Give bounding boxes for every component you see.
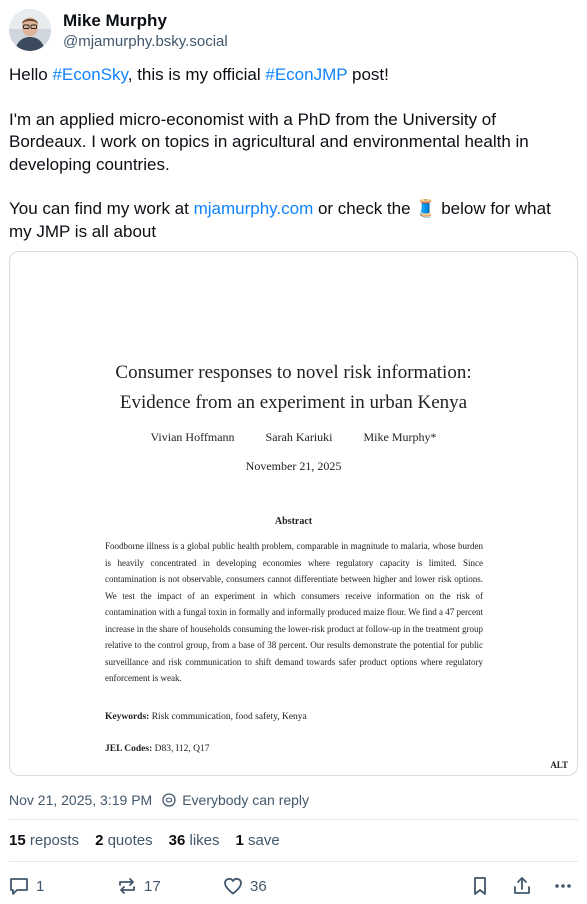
text-segment: You can find my work at: [9, 199, 194, 218]
saves-stat[interactable]: [236, 832, 280, 849]
share-button[interactable]: [511, 875, 533, 897]
repost-count: 17: [144, 877, 161, 895]
reposts-label: reposts: [29, 832, 80, 849]
like-button[interactable]: [222, 875, 267, 897]
abstract-body: Foodborne illness is a global public health problem, comparable in magnitude to malaria, whose burden is heavily concentrated in developing economies where regulatory capacity is limited. Since contamination is not observable, consumers cannot differentiate between higher and lower risk options. We test the impact of an experiment in which consumers receive information on the risk of contamination with a fungal toxin in formally and informally produced maize flour. We find a 47 percent increase in the share of households consuming the lower-risk product at follow-up in the treatment group relative to the control group, from a base of 38 percent. Our results demonstrate the potential for public surveillance and risk communication to shift demand towards safer product options where regulatory enforcement is weak.: [105, 541, 483, 683]
action-bar: [0, 875, 587, 899]
paper-author: Vivian Hoffmann: [150, 430, 235, 444]
text-segment: post!: [347, 65, 389, 84]
paper-authors: [10, 430, 577, 445]
paper-author: Sarah Kariuki: [265, 430, 333, 444]
bookmark-icon: [470, 875, 490, 897]
likes-stat[interactable]: [169, 832, 220, 849]
reply-button[interactable]: [8, 875, 44, 897]
text-segment: or check the: [313, 199, 416, 218]
avatar-image: [9, 9, 51, 51]
paper-title-line-2: Evidence from an experiment in urban Kenya: [119, 392, 468, 413]
paper-title-line-1: Consumer responses to novel risk information:: [115, 362, 472, 383]
paper-jel-codes: [105, 744, 210, 754]
text-segment: below for what my JMP is all about: [9, 199, 551, 241]
quotes-count: 2: [95, 832, 104, 849]
post-text: [9, 64, 574, 265]
post-header: [9, 8, 569, 52]
avatar[interactable]: [9, 9, 51, 51]
post-paragraph-3: [9, 198, 574, 243]
quotes-label: quotes: [107, 832, 153, 849]
handle[interactable]: @mjamurphy.bsky.social: [63, 33, 228, 50]
alt-text-badge[interactable]: ALT: [547, 759, 571, 771]
post-paragraph-2: I'm an applied micro-economist with a PhD from the University of Bordeaux. I work on topics in agricultural and environmental health in developing countries.: [9, 109, 529, 174]
post-stats: [9, 832, 296, 849]
divider: [9, 819, 578, 820]
paper-keywords: [105, 712, 307, 722]
text-segment: , this is my official: [127, 65, 266, 84]
hashtag-econjmp[interactable]: #EconJMP: [265, 65, 348, 84]
post-timestamp[interactable]: Nov 21, 2025, 3:19 PM: [9, 792, 153, 808]
reply-count: 1: [36, 877, 45, 895]
saves-label: save: [248, 832, 280, 849]
jel-label: JEL Codes:: [105, 744, 153, 754]
hashtag-econsky[interactable]: #EconSky: [52, 65, 128, 84]
divider: [9, 861, 578, 862]
share-icon: [511, 875, 533, 897]
reply-setting[interactable]: Everybody can reply: [182, 792, 310, 808]
repost-icon: [116, 875, 138, 897]
more-dots-icon: [552, 875, 574, 897]
reply-icon: [8, 875, 30, 897]
keywords-value: Risk communication, food safety, Kenya: [151, 712, 307, 722]
likes-label: likes: [189, 832, 220, 849]
post-paragraph-1: [9, 64, 574, 87]
reply-settings-icon: [162, 793, 176, 807]
thread-emoji-icon: 🧵: [415, 199, 437, 218]
repost-button[interactable]: [116, 875, 161, 897]
heart-icon: [222, 875, 244, 897]
post-meta: [9, 792, 309, 808]
jel-value: D83, I12, Q17: [154, 744, 210, 754]
paper-date: November 21, 2025: [245, 459, 342, 473]
bookmark-button[interactable]: [470, 875, 490, 897]
saves-count: 1: [235, 832, 244, 849]
website-link[interactable]: mjamurphy.com: [193, 199, 314, 218]
paper-title: [10, 358, 577, 418]
like-count: 36: [250, 877, 267, 895]
quotes-stat[interactable]: [95, 832, 153, 849]
abstract-heading: Abstract: [274, 516, 313, 527]
more-options-button[interactable]: [552, 875, 574, 897]
paper-author: Mike Murphy*: [363, 430, 437, 444]
display-name[interactable]: Mike Murphy: [63, 11, 167, 30]
text-segment: Hello: [9, 65, 53, 84]
embedded-paper-image[interactable]: [9, 251, 578, 776]
reposts-stat[interactable]: [9, 832, 79, 849]
reposts-count: 15: [9, 832, 26, 849]
keywords-label: Keywords:: [105, 712, 150, 722]
likes-count: 36: [168, 832, 186, 849]
